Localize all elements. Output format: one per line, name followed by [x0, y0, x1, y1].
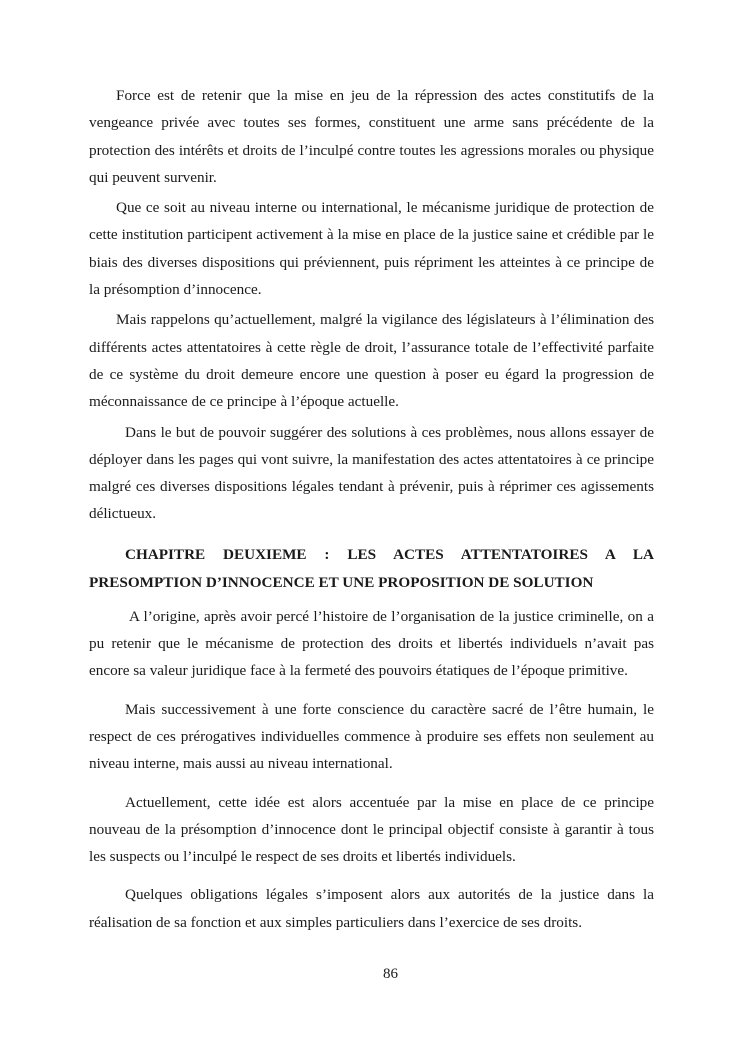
- page-number: 86: [383, 966, 398, 982]
- paragraph: Mais rappelons qu’actuellement, malgré la vigilance des législateurs à l’élimination des différents actes attentatoires à cette règle de droit, l’assurance totale de l’effectivité parfaite de ce système du droit demeure encore une question à poser eu égard la progression de méconnaissance de ce principe à l’époque actuelle.: [89, 311, 654, 411]
- document-page: [89, 82, 654, 936]
- paragraph: A l’origine, après avoir percé l’histoire de l’organisation de la justice criminelle, on a pu retenir que le mécanisme de protection des droits et libertés individuels n’avait pas encore sa valeur juridique face à la fermeté des pouvoirs étatiques de l’époque primitive.: [89, 607, 654, 680]
- paragraph: Dans le but de pouvoir suggérer des solutions à ces problèmes, nous allons essayer de déployer dans les pages qui vont suivre, la manifestation des actes attentatoires à ce principe malgré ces diverses dispositions légales tendant à prévenir, puis à réprimer ces agissements délictueux.: [89, 423, 654, 523]
- chapter-heading-line-2: PRESOMPTION D’INNOCENCE ET UNE PROPOSITION DE SOLUTION: [89, 573, 594, 591]
- chapter-heading-line-1: CHAPITRE DEUXIEME : LES ACTES ATTENTATOIRES A LA: [125, 545, 654, 563]
- paragraph: Mais successivement à une forte conscience du caractère sacré de l’être humain, le respect de ces prérogatives individuelles commence à produire ses effets non seulement au niveau interne, mais aussi au niveau international.: [89, 700, 654, 773]
- chapter-heading: [89, 541, 654, 597]
- paragraph: Quelques obligations légales s’imposent alors aux autorités de la justice dans la réalisation de sa fonction et aux simples particuliers dans l’exercice de ses droits.: [89, 886, 654, 931]
- paragraph: Force est de retenir que la mise en jeu de la répression des actes constitutifs de la vengeance privée avec toutes ses formes, constituent une arme sans précédente de la protection des intérêts et droits de l’inculpé contre toutes les agressions morales ou physique qui peuvent survenir.: [89, 87, 654, 186]
- paragraph: Que ce soit au niveau interne ou international, le mécanisme juridique de protection de cette institution participent activement à la mise en place de la justice saine et crédible par le biais des diverses dispositions qui préviennent, puis répriment les atteintes à ce principe de la présomption d’innocence.: [89, 199, 654, 299]
- paragraph: Actuellement, cette idée est alors accentuée par la mise en place de ce principe nouveau de la présomption d’innocence dont le principal objectif consiste à garantir à tous les suspects ou l’inculpé le respect de ses droits et libertés individuels.: [89, 793, 654, 866]
